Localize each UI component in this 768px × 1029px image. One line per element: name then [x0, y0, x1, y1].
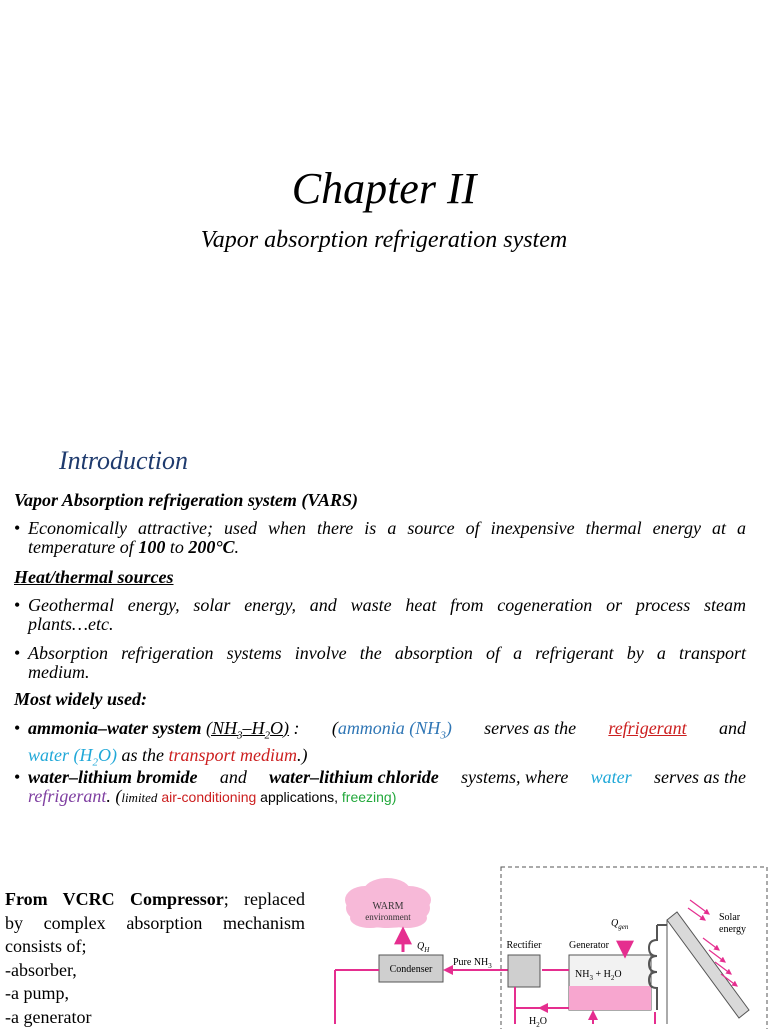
h2o-label: $H_2O$: [529, 1016, 547, 1029]
lithium-chloride: water–lithium chloride: [269, 768, 439, 787]
components-line1: From VCRC Compressor; replaced: [5, 888, 305, 912]
applications-term: applications,: [256, 789, 342, 805]
bullet-dot: •: [14, 644, 20, 663]
bullet-dot: •: [14, 719, 20, 738]
bullet-dot: •: [14, 596, 20, 615]
temp-low: 100: [138, 537, 165, 557]
component-generator: -a generator: [5, 1006, 305, 1029]
warm-label: WARM: [372, 901, 403, 912]
bullet-economic-to: to: [165, 537, 188, 557]
temp-high: 200°C: [188, 537, 234, 557]
bullet-economic-end: .: [235, 537, 240, 557]
bullet-lithium-line1: water–lithium bromide and water–lithium chloride systems, where water serves as the: [28, 768, 746, 787]
ammonia-term: ammonia $(NH_3)$: [338, 718, 452, 738]
mix-label: $NH_3 + H_2O$: [575, 969, 622, 982]
bullet-absorption: [14, 644, 746, 682]
absorption-system-diagram: [325, 860, 768, 1024]
solar-label: Solar: [719, 912, 741, 923]
bullet-absorption-line1: Absorption refrigeration systems involve the absorption of a refrigerant by a transport: [28, 644, 746, 663]
bullet-economic-text: temperature of: [28, 537, 138, 557]
pure-nh3-label: Pure $NH_3$: [453, 957, 492, 970]
bullet-lithium-line2: refrigerant. (limited air-conditioning applications, freezing): [28, 787, 746, 807]
most-used-heading: Most widely used:: [14, 690, 147, 709]
ammonia-water-system: ammonia–water system: [28, 718, 202, 738]
ammonia-water-formula: $(NH_3-H_2O)$: [206, 718, 289, 738]
bullet-ammonia-line2: water $(H_2O)$ as the transport medium.): [28, 746, 746, 773]
bullet-economic: [14, 519, 746, 557]
component-absorber: -absorber,: [5, 959, 305, 983]
rectifier-box: [508, 955, 540, 987]
bullet-dot: •: [14, 768, 20, 787]
bullet-ammonia-water: [14, 719, 746, 772]
bullet-dot: •: [14, 519, 20, 538]
air-conditioning-term: air-conditioning: [157, 789, 256, 805]
generator-label: Generator: [569, 940, 610, 951]
limited-term: limited: [121, 790, 157, 805]
bullet-geothermal: [14, 596, 746, 634]
component-pump: -a pump,: [5, 982, 305, 1006]
heat-sources-heading: Heat/thermal sources: [14, 568, 174, 587]
qh-label: $Q_H$: [417, 941, 430, 954]
generator-liquid: [569, 986, 651, 1010]
components-text: [5, 888, 305, 1029]
bullet-lithium: [14, 768, 746, 807]
vars-heading: Vapor Absorption refrigeration system (VARS): [14, 491, 358, 510]
bullet-geothermal-line2: plants…etc.: [28, 615, 746, 634]
chapter-title: Chapter II: [0, 163, 768, 214]
refrigerant-term: refrigerant: [608, 719, 686, 746]
qgen-label: $Q_{gen}$: [611, 918, 629, 931]
intro-heading: Introduction: [59, 446, 188, 476]
refrigerant-term-2: refrigerant: [28, 786, 106, 806]
transport-medium-term: transport medium: [169, 745, 298, 765]
environment-label: environment: [365, 912, 411, 922]
lithium-bromide: water–lithium bromide: [28, 768, 198, 787]
water-term-2: water: [591, 768, 632, 787]
bullet-economic-line1: Economically attractive; used when there is a source of inexpensive thermal energy at a: [28, 519, 746, 538]
chapter-subtitle: Vapor absorption refrigeration system: [0, 227, 768, 254]
components-line3: consists of;: [5, 935, 305, 959]
energy-label: energy: [719, 924, 746, 935]
bullet-ammonia-line1: ammonia–water system $(NH_3-H_2O)$ : (ammonia $(NH_3)$ serves as the refrigerant and: [28, 719, 746, 746]
freezing-term: freezing: [342, 789, 392, 805]
components-line2: by complex absorption mechanism: [5, 912, 305, 936]
bullet-absorption-line2: medium.: [28, 663, 746, 682]
condenser-label: Condenser: [390, 964, 433, 975]
water-term: water $(H_2O)$: [28, 745, 117, 765]
bullet-geothermal-line1: Geothermal energy, solar energy, and waste heat from cogeneration or process steam: [28, 596, 746, 615]
rectifier-label: Rectifier: [507, 940, 543, 951]
